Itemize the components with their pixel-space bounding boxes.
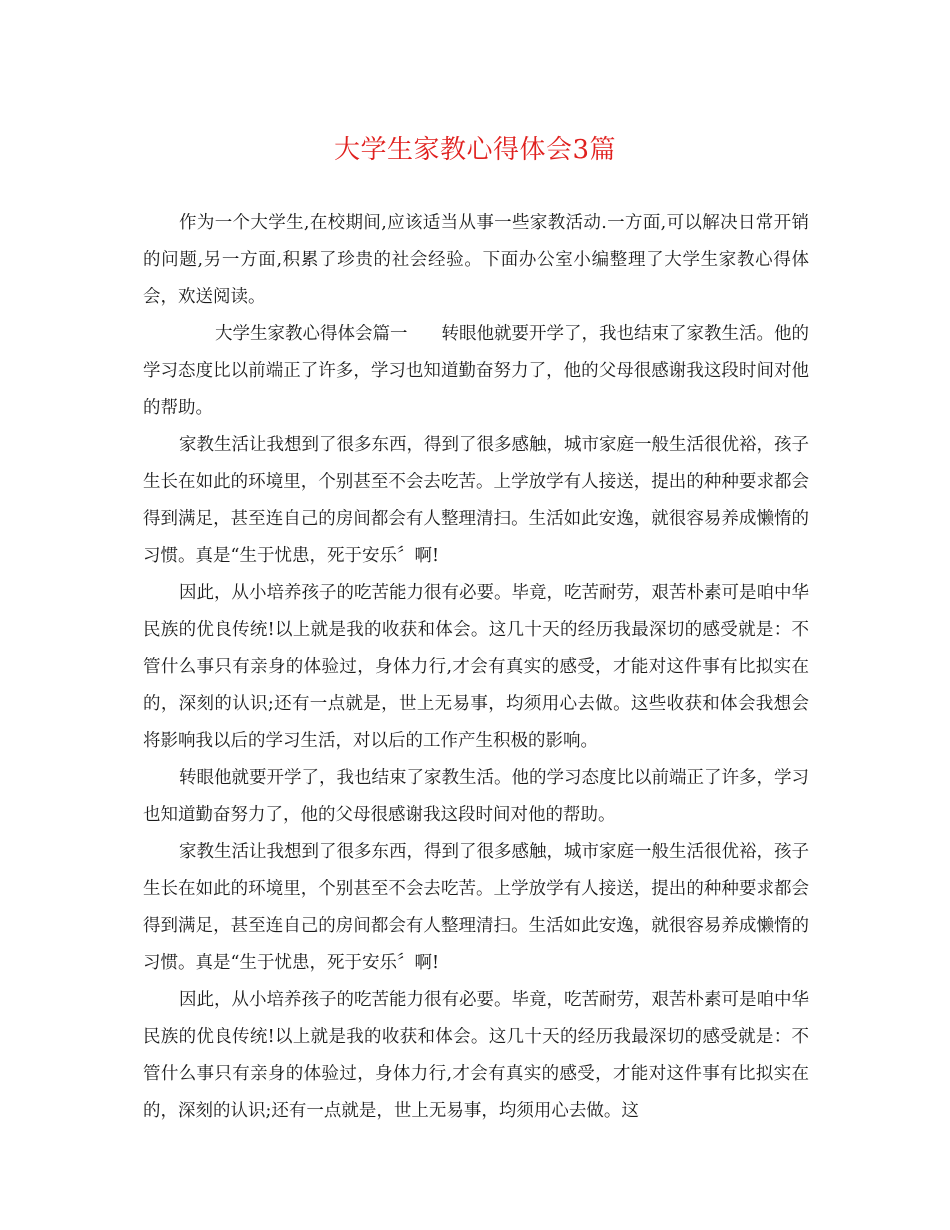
body-paragraph: 家教生活让我想到了很多东西，得到了很多感触，城市家庭一般生活很优裕，孩子生长在如此的环境里，个别甚至不会去吃苦。上学放学有人接送，提出的种种要求都会得到满足，甚至连自己的房间都会有人整理清扫。生活如此安逸，就很容易养成懒惰的习惯。真是“生于忧患，死于安乐〞啊! bbox=[143, 435, 809, 566]
section-heading: 大学生家教心得体会篇一 bbox=[215, 324, 408, 344]
body-paragraph: 因此，从小培养孩子的吃苦能力很有必要。毕竟，吃苦耐劳，艰苦朴素可是咱中华民族的优良传统!以上就是我的收获和体会。这几十天的经历我最深切的感受就是：不管什么事只有亲身的体验过，身体力行,才会有真实的感受，才能对这件事有比拟实在的，深刻的认识;还有一点就是，世上无易事，均须用心去做。这 bbox=[143, 990, 809, 1121]
section-first-text: 转眼他就要开学了，我也结束了家教生活。他的学习态度比以前端正了许多，学习也知道勤奋努力了，他的父母很感谢我这段时间对他的帮助。 bbox=[143, 324, 809, 418]
body-paragraph: 转眼他就要开学了，我也结束了家教生活。他的学习态度比以前端正了许多，学习也知道勤奋努力了，他的父母很感谢我这段时间对他的帮助。 bbox=[143, 768, 809, 825]
body-paragraph: 家教生活让我想到了很多东西，得到了很多感触，城市家庭一般生活很优裕，孩子生长在如此的环境里，个别甚至不会去吃苦。上学放学有人接送，提出的种种要求都会得到满足，甚至连自己的房间都会有人整理清扫。生活如此安逸，就很容易养成懒惰的习惯。真是“生于忧患，死于安乐〞啊! bbox=[143, 842, 809, 973]
document-title: 大学生家教心得体会3篇 bbox=[333, 135, 617, 165]
intro-paragraph: 作为一个大学生,在校期间,应该适当从事一些家教活动.一方面,可以解决日常开销的问题,另一方面,积累了珍贵的社会经验。下面办公室小编整理了大学生家教心得体会，欢送阅读。 bbox=[143, 213, 809, 307]
body-paragraph: 因此，从小培养孩子的吃苦能力很有必要。毕竟，吃苦耐劳，艰苦朴素可是咱中华民族的优良传统!以上就是我的收获和体会。这几十天的经历我最深切的感受就是：不管什么事只有亲身的体验过，身体力行,才会有真实的感受，才能对这件事有比拟实在的，深刻的认识;还有一点就是，世上无易事，均须用心去做。这些收获和体会我想会将影响我以后的学习生活，对以后的工作产生积极的影响。 bbox=[143, 583, 809, 751]
document-body bbox=[143, 205, 809, 1130]
section-one-paragraph bbox=[143, 316, 809, 427]
